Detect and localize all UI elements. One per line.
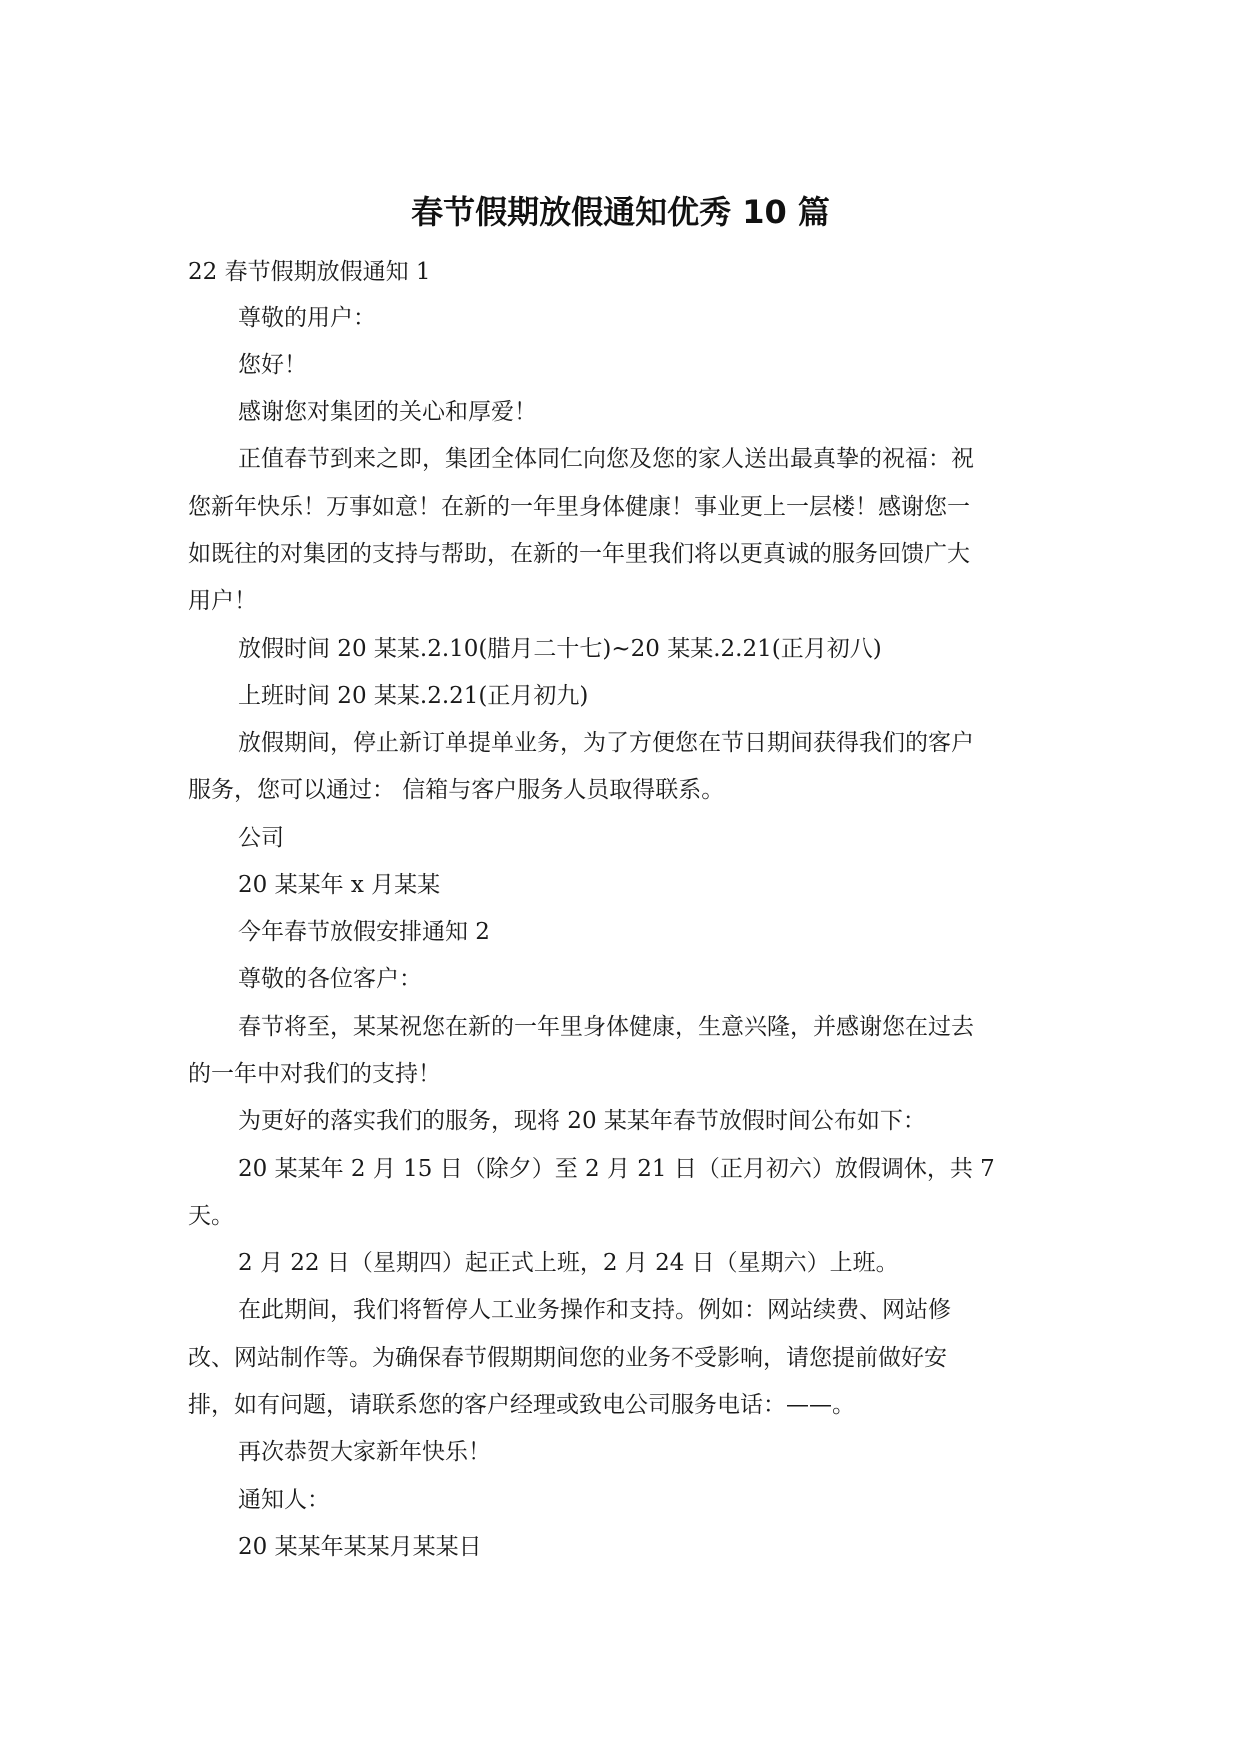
- paragraph-line: 排，如有问题，请联系您的客户经理或致电公司服务电话：——。: [188, 1392, 855, 1418]
- paragraph-line: 上班时间 20 某某.2.21(正月初九): [238, 683, 589, 709]
- paragraph-line: 通知人：: [238, 1487, 330, 1513]
- document-title: 春节假期放假通知优秀 10 篇: [411, 193, 830, 231]
- paragraph-line: 用户！: [188, 588, 257, 614]
- paragraph-line: 您好！: [238, 352, 307, 378]
- paragraph-line: 20 某某年 2 月 15 日（除夕）至 2 月 21 日（正月初六）放假调休，共 7: [238, 1156, 995, 1182]
- paragraph-line: 正值春节到来之即，集团全体同仁向您及您的家人送出最真挚的祝福：祝: [238, 446, 974, 472]
- paragraph-line: 春节将至，某某祝您在新的一年里身体健康，生意兴隆，并感谢您在过去: [238, 1014, 974, 1040]
- section-heading-2: 今年春节放假安排通知 2: [238, 919, 490, 945]
- paragraph-line: 服务，您可以通过： 信箱与客户服务人员取得联系。: [188, 777, 725, 803]
- paragraph-line: 的一年中对我们的支持！: [188, 1061, 441, 1087]
- paragraph-line: 放假时间 20 某某.2.10(腊月二十七)~20 某某.2.21(正月初八): [238, 636, 882, 662]
- paragraph-line: 再次恭贺大家新年快乐！: [238, 1439, 491, 1465]
- paragraph-line: 20 某某年某某月某某日: [238, 1534, 482, 1560]
- paragraph-line: 为更好的落实我们的服务，现将 20 某某年春节放假时间公布如下：: [238, 1108, 926, 1134]
- paragraph-line: 感谢您对集团的关心和厚爱！: [238, 399, 537, 425]
- paragraph-line: 20 某某年 x 月某某: [238, 872, 441, 898]
- paragraph-line: 放假期间，停止新订单提单业务，为了方便您在节日期间获得我们的客户: [238, 730, 974, 756]
- paragraph-line: 公司: [238, 825, 284, 851]
- paragraph-line: 天。: [188, 1203, 234, 1229]
- paragraph-line: 您新年快乐！万事如意！在新的一年里身体健康！事业更上一层楼！感谢您一: [188, 494, 970, 520]
- paragraph-line: 如既往的对集团的支持与帮助，在新的一年里我们将以更真诚的服务回馈广大: [188, 541, 970, 567]
- paragraph-line: 改、网站制作等。为确保春节假期期间您的业务不受影响，请您提前做好安: [188, 1345, 947, 1371]
- section-heading-1: 22 春节假期放假通知 1: [188, 259, 431, 285]
- paragraph-line: 在此期间，我们将暂停人工业务操作和支持。例如：网站续费、网站修: [238, 1297, 951, 1323]
- paragraph-line: 尊敬的各位客户：: [238, 966, 422, 992]
- paragraph-line: 尊敬的用户：: [238, 305, 376, 331]
- paragraph-line: 2 月 22 日（星期四）起正式上班，2 月 24 日（星期六）上班。: [238, 1250, 899, 1276]
